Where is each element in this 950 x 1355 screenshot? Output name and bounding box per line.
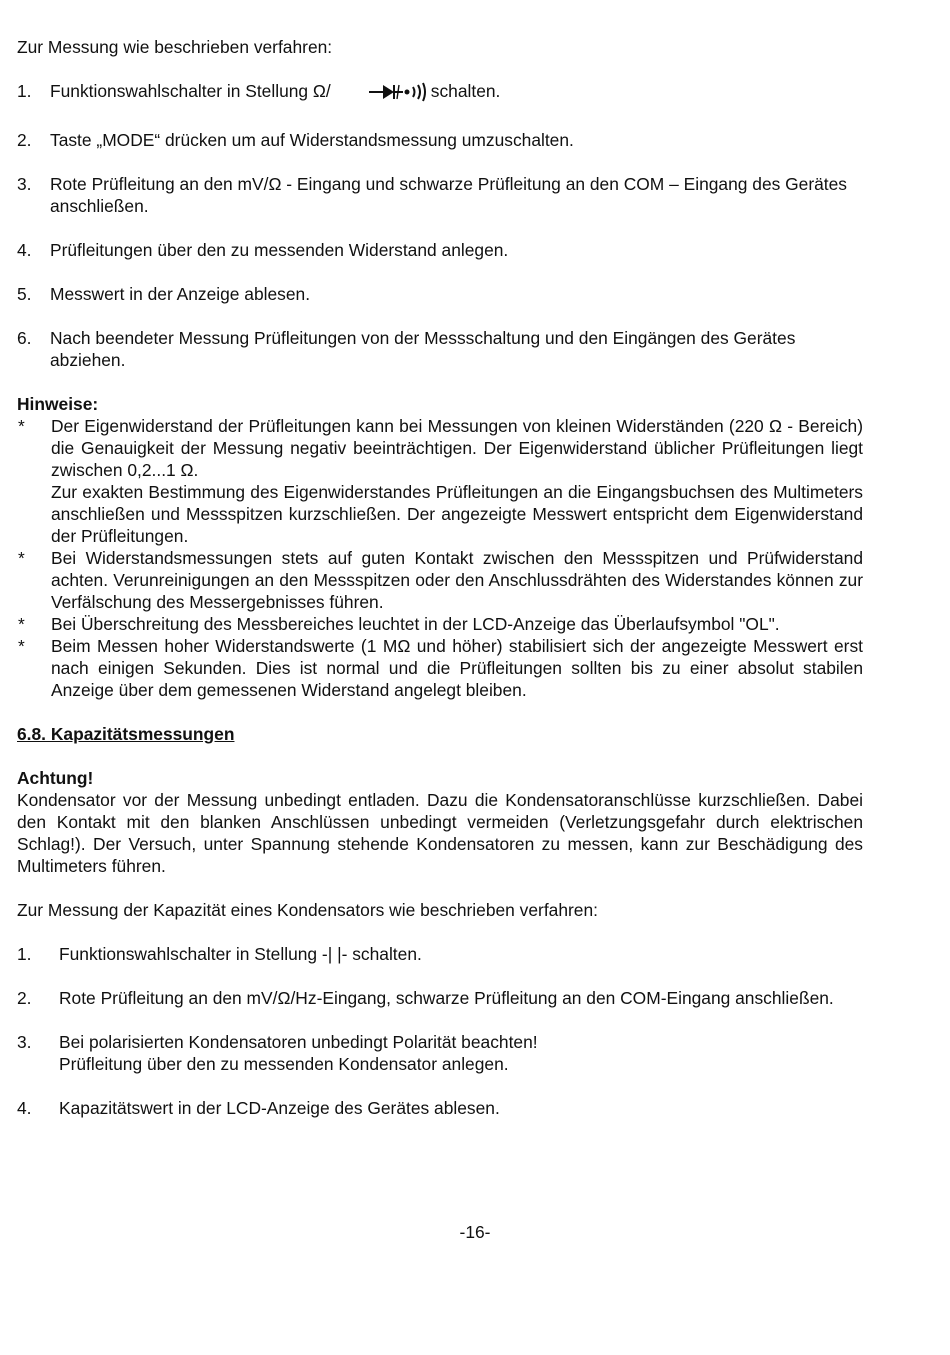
notes-heading: Hinweise: bbox=[17, 394, 99, 414]
step-4 bbox=[17, 239, 863, 261]
step-text-end: schalten. bbox=[430, 81, 501, 101]
note-text: Der Eigenwiderstand der Prüfleitungen kann bei Messungen von kleinen Widerständen (220 Ω - Bereich) die Genauigkeit der Messung negativ beeinträchtigen. Der Eigenwiderstand üblicher Prüfleitungen liegt zwischen 0,2...1 Ω. bbox=[51, 416, 863, 480]
intro-text: Zur Messung wie beschrieben verfahren: bbox=[17, 37, 333, 57]
step-text: Funktionswahlschalter in Stellung Ω/ bbox=[50, 81, 331, 101]
note-text: Beim Messen hoher Widerstandswerte (1 MΩ und höher) stabilisiert sich der angezeigte Messwert erst nach einigen Sekunden. Dies ist normal und die Prüfleitungen sollten bis zu einer absolut stabilen Anzeige über dem gemessenen Widerstand angelegt bleiben. bbox=[51, 636, 863, 700]
document-body bbox=[17, 36, 863, 1119]
step-extra-text: Prüfleitung über den zu messenden Kondensator anlegen. bbox=[59, 1054, 509, 1074]
step-5 bbox=[17, 283, 863, 305]
step-number: 5. bbox=[17, 284, 32, 304]
page-number: -16- bbox=[459, 1222, 491, 1242]
warning-heading: Achtung! bbox=[17, 768, 94, 788]
note-text: Bei Widerstandsmessungen stets auf guten Kontakt zwischen den Messspitzen und Prüfwiderstand achten. Verunreinigungen an den Messspitzen oder den Anschlussdrähten des Widerstandes können zur Verfälschung des Messergebnisses führen. bbox=[51, 548, 863, 612]
cap-step-1 bbox=[17, 943, 863, 965]
step-text: Nach beendeter Messung Prüfleitungen von der Messschaltung und den Eingängen des Gerätes abziehen. bbox=[50, 328, 796, 370]
diode-continuity-icon bbox=[369, 82, 427, 107]
note-item bbox=[17, 547, 863, 613]
cap-step-3 bbox=[17, 1031, 863, 1075]
step-number: 1. bbox=[17, 944, 32, 964]
note-extra-text: Zur exakten Bestimmung des Eigenwiderstandes Prüfleitungen an die Eingangsbuchsen des Multimeters anschließen und Messspitzen kurzschließen. Der angezeigte Messwert entspricht dem Eigenwiderstand der Prüfleitungen. bbox=[51, 482, 863, 546]
step-number: 3. bbox=[17, 1032, 32, 1052]
cap-step-4 bbox=[17, 1097, 863, 1119]
cap-step-2 bbox=[17, 987, 863, 1009]
step-number: 4. bbox=[17, 1098, 32, 1118]
step-number: 6. bbox=[17, 328, 32, 348]
step-text: Taste „MODE“ drücken um auf Widerstandsmessung umzuschalten. bbox=[50, 130, 574, 150]
step-text: Prüfleitungen über den zu messenden Widerstand anlegen. bbox=[50, 240, 509, 260]
note-text: Bei Überschreitung des Messbereiches leuchtet in der LCD-Anzeige das Überlaufsymbol "OL". bbox=[51, 614, 780, 634]
step-text: Funktionswahlschalter in Stellung -| |- schalten. bbox=[59, 944, 422, 964]
step-3 bbox=[17, 173, 863, 217]
step-6 bbox=[17, 327, 863, 371]
step-text: Bei polarisierten Kondensatoren unbedingt Polarität beachten! bbox=[59, 1032, 538, 1052]
step-text: Rote Prüfleitung an den mV/Ω - Eingang und schwarze Prüfleitung an den COM – Eingang des Gerätes anschließen. bbox=[50, 174, 848, 216]
step-number: 2. bbox=[17, 988, 32, 1008]
note-item bbox=[17, 635, 863, 701]
note-item bbox=[17, 415, 863, 547]
bullet-star: * bbox=[18, 548, 25, 568]
step-text: Kapazitätswert in der LCD-Anzeige des Gerätes ablesen. bbox=[59, 1098, 500, 1118]
step-text: Messwert in der Anzeige ablesen. bbox=[50, 284, 311, 304]
warning-text: Kondensator vor der Messung unbedingt entladen. Dazu die Kondensatoranschlüsse kurzschließen. Dabei den Kontakt mit den blanken Anschlüssen unbedingt vermeiden (Verletzungsgefahr durch elektrischen Schlag!). Der Versuch, unter Spannung stehende Kondensatoren zu messen, kann zur Beschädigung des Multimeters führen. bbox=[17, 790, 863, 876]
capacitance-intro: Zur Messung der Kapazität eines Kondensators wie beschrieben verfahren: bbox=[17, 900, 598, 920]
step-number: 1. bbox=[17, 81, 32, 101]
step-text: Rote Prüfleitung an den mV/Ω/Hz-Eingang, schwarze Prüfleitung an den COM-Eingang anschließen. bbox=[59, 988, 834, 1008]
step-number: 4. bbox=[17, 240, 32, 260]
step-number: 3. bbox=[17, 174, 32, 194]
step-2 bbox=[17, 129, 863, 151]
step-1 bbox=[17, 80, 863, 107]
bullet-star: * bbox=[18, 416, 25, 436]
step-number: 2. bbox=[17, 130, 32, 150]
bullet-star: * bbox=[18, 636, 25, 656]
section-heading: 6.8. Kapazitätsmessungen bbox=[17, 724, 235, 744]
bullet-star: * bbox=[18, 614, 25, 634]
note-item bbox=[17, 613, 863, 635]
